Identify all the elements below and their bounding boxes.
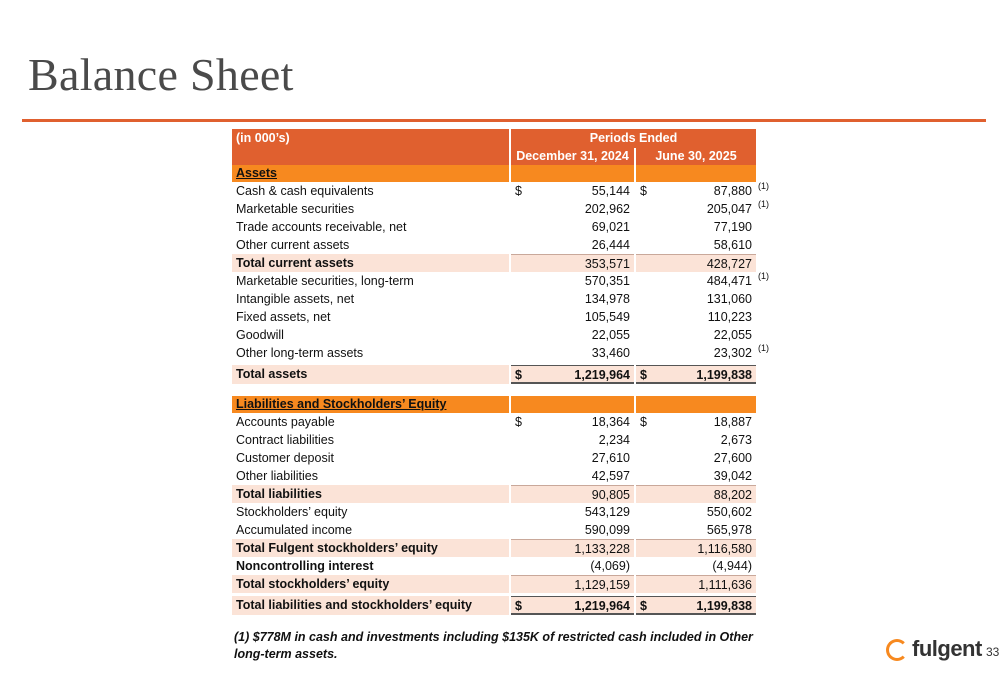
cell-value: 1,219,964 xyxy=(574,368,630,382)
row-label: Total stockholders’ equity xyxy=(236,577,390,591)
cell-value: 1,116,580 xyxy=(697,542,752,556)
column-header-jun-2025: June 30, 2025 xyxy=(655,149,737,163)
row-label: Total liabilities xyxy=(236,487,322,501)
cell-value: 1,133,228 xyxy=(574,542,630,556)
currency-symbol: $ xyxy=(515,184,522,198)
footnote: (1) $778M in cash and investments including $135K of restricted cash included in Other long-term assets. xyxy=(234,630,753,661)
cell-value: 205,047 xyxy=(706,202,752,216)
section-header-assets xyxy=(232,165,756,182)
section-label: Liabilities and Stockholders’ Equity xyxy=(236,397,447,411)
table-row xyxy=(232,449,756,467)
table-row xyxy=(232,271,769,290)
row-label: Accounts payable xyxy=(236,415,335,429)
footnote-marker: (1) xyxy=(758,343,769,353)
row-label: Fixed assets, net xyxy=(236,310,331,324)
cell-value: 1,129,159 xyxy=(574,578,630,592)
currency-symbol: $ xyxy=(640,599,647,613)
table-row xyxy=(232,290,756,308)
cell-value: 42,597 xyxy=(591,469,630,483)
footnote-marker: (1) xyxy=(758,271,769,281)
cell-value: 27,610 xyxy=(591,451,630,465)
cell-value: (4,944) xyxy=(712,559,752,573)
balance-sheet-table xyxy=(232,129,769,615)
cell-value: 22,055 xyxy=(591,328,630,342)
row-label: Other long-term assets xyxy=(236,346,364,360)
table-row xyxy=(232,503,756,521)
row-label: Total current assets xyxy=(236,256,354,270)
table-row xyxy=(232,308,756,326)
row-label: Cash & cash equivalents xyxy=(236,184,374,198)
cell-value: 23,302 xyxy=(713,346,752,360)
cell-value: 570,351 xyxy=(584,274,630,288)
table-row xyxy=(232,596,756,615)
cell-value: 2,673 xyxy=(720,433,752,447)
cell-value: 543,129 xyxy=(584,505,630,519)
cell-value: 39,042 xyxy=(713,469,752,483)
section-header-liabilities xyxy=(232,396,756,413)
cell-value: 590,099 xyxy=(584,523,630,537)
cell-value: 1,111,636 xyxy=(698,578,752,592)
row-label: Customer deposit xyxy=(236,451,334,465)
cell-value: 1,219,964 xyxy=(574,599,630,613)
cell-value: 55,144 xyxy=(591,184,630,198)
row-label: Other liabilities xyxy=(236,469,318,483)
table-row xyxy=(232,431,756,449)
column-header-dec-2024: December 31, 2024 xyxy=(516,149,629,163)
cell-value: 565,978 xyxy=(706,523,752,537)
row-label: Total liabilities and stockholders’ equity xyxy=(236,598,472,612)
table-row xyxy=(232,218,756,236)
cell-value: 88,202 xyxy=(713,488,752,502)
footnote-marker: (1) xyxy=(758,181,769,191)
currency-symbol: $ xyxy=(515,599,522,613)
cell-value: 202,962 xyxy=(584,202,630,216)
row-label: Accumulated income xyxy=(236,523,353,537)
cell-value: 22,055 xyxy=(713,328,752,342)
unit-label: (in 000’s) xyxy=(236,131,290,145)
table-row xyxy=(232,575,756,593)
row-label: Other current assets xyxy=(236,238,350,252)
table-row xyxy=(232,467,756,485)
cell-value: 33,460 xyxy=(591,346,630,360)
cell-value: 134,978 xyxy=(584,292,630,306)
table-header-row xyxy=(232,129,756,148)
table-row xyxy=(232,557,756,575)
cell-value: 90,805 xyxy=(591,488,630,502)
row-label: Stockholders’ equity xyxy=(236,505,348,519)
row-label: Total Fulgent stockholders’ equity xyxy=(236,541,438,555)
table-row xyxy=(232,326,756,344)
periods-label: Periods Ended xyxy=(589,131,678,145)
row-label: Contract liabilities xyxy=(236,433,334,447)
table-row xyxy=(232,343,769,362)
table-period-row xyxy=(232,148,756,165)
row-label: Intangible assets, net xyxy=(236,292,355,306)
title-divider xyxy=(22,119,986,122)
row-label: Marketable securities, long-term xyxy=(236,274,414,288)
row-label: Marketable securities xyxy=(236,202,355,216)
cell-value: 2,234 xyxy=(598,433,630,447)
cell-value: 105,549 xyxy=(584,310,630,324)
cell-value: 69,021 xyxy=(591,220,630,234)
cell-value: 131,060 xyxy=(706,292,752,306)
currency-symbol: $ xyxy=(640,415,647,429)
row-label: Goodwill xyxy=(236,328,284,342)
cell-value: 77,190 xyxy=(713,220,752,234)
page-number: 33 xyxy=(986,645,1000,659)
cell-value: 1,199,838 xyxy=(696,599,752,613)
slide-title: Balance Sheet xyxy=(28,49,294,100)
row-label: Total assets xyxy=(236,367,308,381)
cell-value: 27,600 xyxy=(713,451,752,465)
cell-value: 58,610 xyxy=(713,238,752,252)
table-row xyxy=(232,199,769,218)
cell-value: 484,471 xyxy=(706,274,752,288)
table-row xyxy=(232,254,756,272)
table-row xyxy=(232,521,756,539)
table-row xyxy=(232,181,769,200)
cell-value: 26,444 xyxy=(591,238,630,252)
cell-value: 1,199,838 xyxy=(696,368,752,382)
cell-value: 550,602 xyxy=(706,505,752,519)
cell-value: 110,223 xyxy=(707,310,752,324)
table-row xyxy=(232,365,756,384)
logo-text: fulgent xyxy=(912,636,982,661)
cell-value: 18,364 xyxy=(591,415,630,429)
cell-value: 18,887 xyxy=(713,415,752,429)
row-label: Trade accounts receivable, net xyxy=(236,220,407,234)
section-label: Assets xyxy=(236,166,277,180)
currency-symbol: $ xyxy=(515,415,522,429)
cell-value: 428,727 xyxy=(706,257,752,271)
table-row xyxy=(232,413,756,431)
table-row xyxy=(232,485,756,503)
cell-value: 87,880 xyxy=(713,184,752,198)
footnote-marker: (1) xyxy=(758,199,769,209)
table-row xyxy=(232,236,756,254)
currency-symbol: $ xyxy=(640,368,647,382)
logo-ring-icon xyxy=(886,639,908,661)
currency-symbol: $ xyxy=(515,368,522,382)
cell-value: 353,571 xyxy=(584,257,630,271)
cell-value: (4,069) xyxy=(590,559,630,573)
currency-symbol: $ xyxy=(640,184,647,198)
table-row xyxy=(232,539,756,557)
row-label: Noncontrolling interest xyxy=(236,559,374,573)
